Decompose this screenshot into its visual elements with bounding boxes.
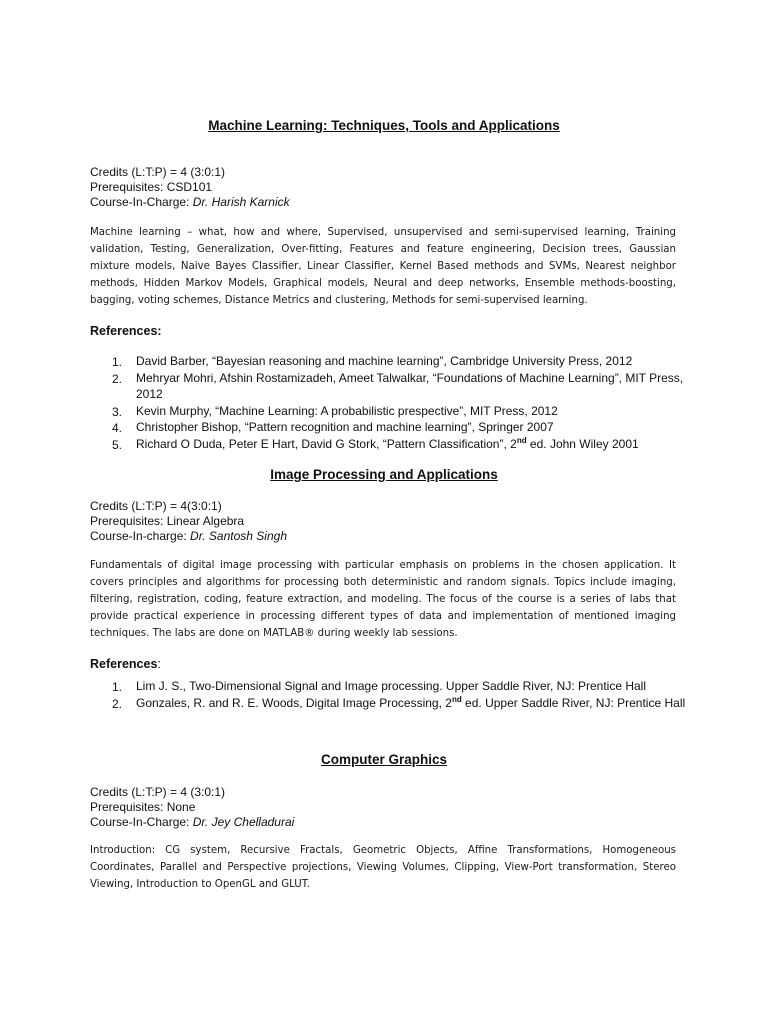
reference-text-end: ed. Upper Saddle River, NJ: Prentice Hall [461,695,686,710]
reference-item [90,353,690,370]
course-in-charge [90,195,290,210]
course-title-machine-learning: Machine Learning: Techniques, Tools and Applications [208,118,560,133]
course-meta-computer-graphics [90,785,294,830]
references-heading: References: [90,324,162,338]
reference-number: 4. [112,421,123,435]
reference-text: Kevin Murphy, “Machine Learning: A probabilistic prespective”, MIT Press, 2012 [136,403,558,418]
course-meta-machine-learning [90,165,290,210]
credits: Credits (L:T:P) = 4(3:0:1) [90,499,222,513]
reference-text-end: ed. John Wiley 2001 [526,436,639,451]
credits: Credits (L:T:P) = 4 (3:0:1) [90,165,226,179]
reference-text: David Barber, “Bayesian reasoning and machine learning”, Cambridge University Press, 2012 [136,354,633,368]
reference-number: 1. [112,355,123,369]
course-in-charge-name: Dr. Jey Chelladurai [192,815,295,829]
reference-text: Mehryar Mohri, Afshin Rostamizadeh, Ameet Talwalkar, “Foundations of Machine Learning”, MIT Press, 2012 [136,370,684,401]
reference-item [90,419,690,436]
course-description-machine-learning: Machine learning – what, how and where, Supervised, unsupervised and semi-supervised learning, Training validation, Testing, Generalization, Over-fitting, Features and feature engineering, Decision trees, Gaussian mixture models, Naive Bayes Classifier, Linear Classifier, Kernel Based methods and SVMs, Nearest neighbor methods, Hidden Markov Models, Graphical models, Neural and deep networks, Ensemble methods-boosting, bagging, voting schemes, Distance Metrics and clustering, Methods for semi-supervised learning. [90,227,676,306]
references-list-image-processing [90,678,690,711]
course-description-image-processing: Fundamentals of digital image processing with particular emphasis on problems in the chosen application. It covers principles and algorithms for processing both deterministic and random signals. Topics include imaging, filtering, registration, coding, feature extraction, and modeling. The focus of the course is a series of labs that provide practical experience in processing different types of data and implementation of mentioned imaging techniques. The labs are done on MATLAB® during weekly lab sessions. [90,560,676,639]
course-in-charge-label: Course-In-Charge: [90,195,193,209]
ordinal-superscript: nd [451,694,462,704]
reference-text: Christopher Bishop, “Pattern recognition and machine learning”, Springer 2007 [136,420,554,434]
references-heading [90,657,161,671]
course-title-computer-graphics: Computer Graphics [320,752,448,767]
reference-text-start: Gonzales, R. and R. E. Woods, Digital Image Processing, 2 [136,695,452,710]
prerequisites: Prerequisites: None [90,800,196,814]
reference-text-start: Richard O Duda, Peter E Hart, David G Stork, “Pattern Classification”, 2 [136,436,517,451]
reference-item [90,436,690,453]
credits: Credits (L:T:P) = 4 (3:0:1) [90,785,226,799]
reference-item [90,403,690,420]
course-in-charge [90,529,287,544]
reference-text: Lim J. S., Two-Dimensional Signal and Image processing. Upper Saddle River, NJ: Prentice Hall [136,679,647,693]
prerequisites: Prerequisites: CSD101 [90,180,213,194]
reference-number: 3. [112,404,123,419]
reference-item [90,695,690,712]
ordinal-superscript: nd [516,435,527,445]
course-meta-image-processing [90,499,287,544]
course-in-charge-name: Dr. Santosh Singh [190,529,287,543]
references-list-machine-learning [90,353,690,452]
course-in-charge-name: Dr. Harish Karnick [192,195,290,209]
references-heading-colon: : [157,657,161,671]
reference-number: 1. [112,680,123,694]
course-description-computer-graphics: Introduction: CG system, Recursive Fractals, Geometric Objects, Affine Transformations, Homogeneous Coordinates, Parallel and Perspective projections, Viewing Volumes, Clipping, View-Port transformation, Stereo Viewing, Introduction to OpenGL and GLUT. [90,845,676,890]
reference-number: 2. [112,371,123,386]
reference-item [90,678,690,695]
reference-item [90,370,690,403]
course-in-charge-label: Course-In-Charge: [90,815,193,829]
reference-number: 5. [112,437,123,452]
course-title-image-processing: Image Processing and Applications [270,467,498,482]
course-in-charge [90,815,294,830]
course-in-charge-label: Course-In-charge: [90,529,191,543]
reference-number: 2. [112,696,123,711]
references-heading-text: References [90,657,158,671]
prerequisites: Prerequisites: Linear Algebra [90,514,245,528]
